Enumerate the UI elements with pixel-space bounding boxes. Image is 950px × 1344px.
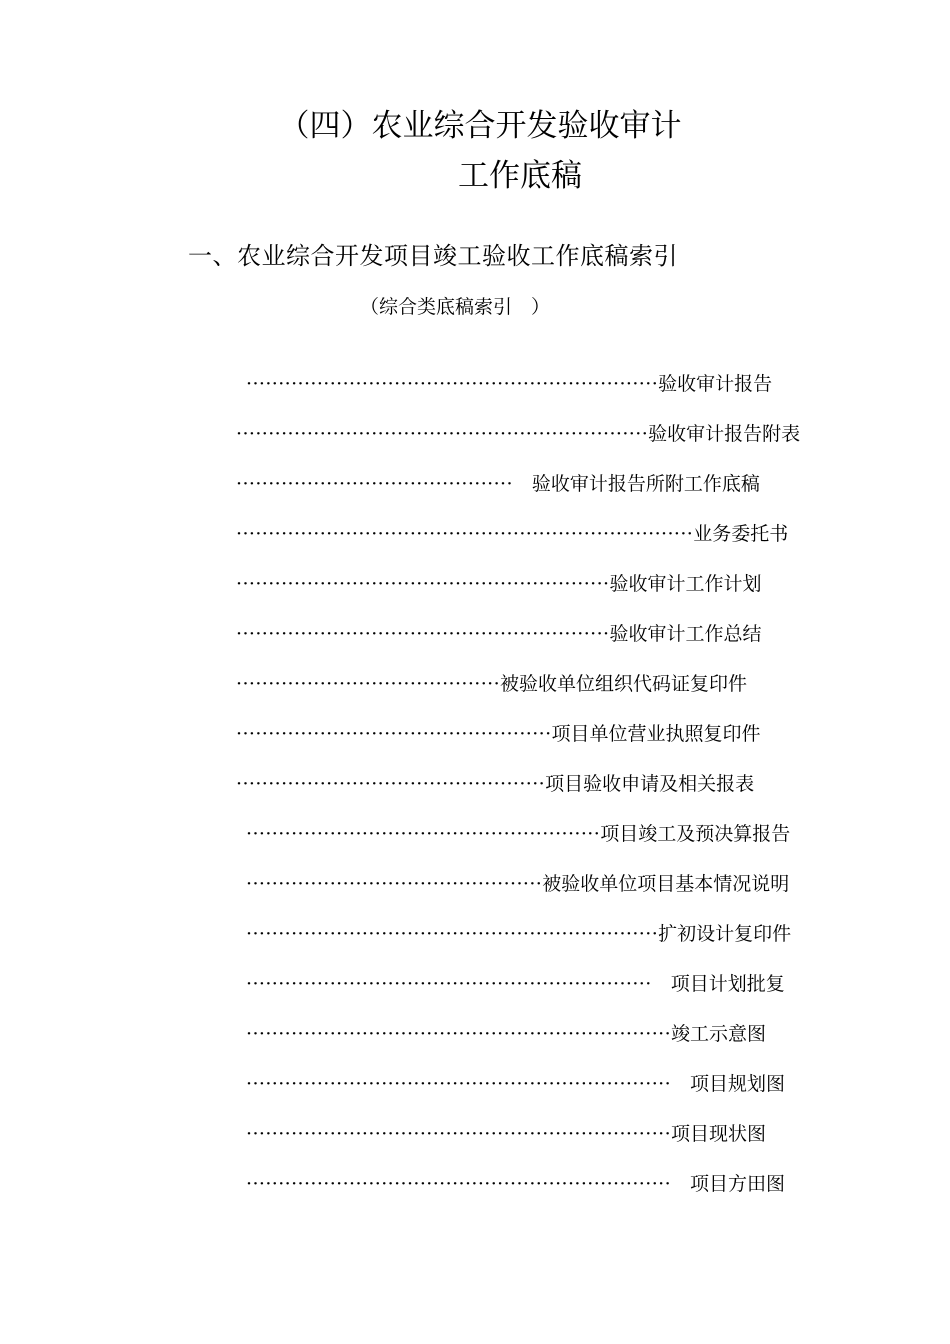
toc-leader-dots: ·································································· xyxy=(246,1023,672,1045)
toc-item xyxy=(246,1119,766,1149)
toc-item-label: 被验收单位项目基本情况说明 xyxy=(542,873,790,895)
toc-item xyxy=(236,669,747,699)
toc-item-label: 验收审计报告附表 xyxy=(648,423,801,445)
toc-item xyxy=(236,419,800,449)
toc-item xyxy=(246,819,790,849)
toc-leader-dots: ·························································· xyxy=(236,573,610,595)
toc-item-label: 项目单位营业执照复印件 xyxy=(551,723,761,745)
toc-leader-dots: ·································································· xyxy=(246,1173,672,1195)
toc-item-label: 业务委托书 xyxy=(693,523,789,545)
toc-item-label: 验收审计报告所附工作底稿 xyxy=(512,473,760,495)
toc-item xyxy=(246,1169,785,1199)
toc-item-label: 竣工示意图 xyxy=(671,1023,767,1045)
toc-leader-dots: ········································· xyxy=(236,673,501,695)
toc-item xyxy=(236,569,762,599)
toc-item xyxy=(246,1019,766,1049)
toc-item-label: 项目方田图 xyxy=(671,1173,786,1195)
page-title-line-2: 工作底稿 xyxy=(458,158,582,194)
toc-item-label: 项目竣工及预决算报告 xyxy=(600,823,791,845)
toc-leader-dots: ······················································· xyxy=(246,823,601,845)
toc-leader-dots: ················································· xyxy=(236,723,552,745)
toc-item-label: 被验收单位组织代码证复印件 xyxy=(500,673,748,695)
toc-item-label: 扩初设计复印件 xyxy=(658,923,792,945)
toc-item xyxy=(236,769,754,799)
toc-leader-dots: ·································································· xyxy=(246,1123,672,1145)
toc-leader-dots: ································································ xyxy=(246,923,659,945)
toc-item xyxy=(236,519,788,549)
toc-leader-dots: ·························································· xyxy=(236,623,610,645)
toc-item xyxy=(236,619,762,649)
section-subheading: （综合类底稿索引 ） xyxy=(360,296,551,318)
toc-leader-dots: ······································································· xyxy=(236,523,694,545)
section-heading: 一、农业综合开发项目竣工验收工作底稿索引 xyxy=(188,242,678,270)
toc-item-label: 项目计划批复 xyxy=(651,973,785,995)
toc-item xyxy=(246,969,785,999)
toc-leader-dots: ······························································· xyxy=(246,973,652,995)
toc-item xyxy=(246,1069,785,1099)
toc-leader-dots: ································································ xyxy=(236,423,649,445)
toc-item-label: 项目验收申请及相关报表 xyxy=(545,773,755,795)
toc-item-label: 验收审计工作总结 xyxy=(609,623,762,645)
toc-leader-dots: ·································································· xyxy=(246,1073,672,1095)
toc-item-label: 验收审计报告 xyxy=(658,373,773,395)
toc-item xyxy=(236,719,761,749)
toc-leader-dots: ··········································· xyxy=(236,473,513,495)
toc-item xyxy=(246,869,789,899)
toc-item xyxy=(246,919,791,949)
toc-leader-dots: ················································ xyxy=(236,773,546,795)
toc-item-label: 项目现状图 xyxy=(671,1123,767,1145)
toc-leader-dots: ·············································· xyxy=(246,873,543,895)
toc-leader-dots: ································································ xyxy=(246,373,659,395)
page-title-line-1: （四）农业综合开发验收审计 xyxy=(278,108,682,144)
toc-item xyxy=(246,369,772,399)
toc-item-label: 验收审计工作计划 xyxy=(609,573,762,595)
toc-item xyxy=(236,469,760,499)
toc-item-label: 项目规划图 xyxy=(671,1073,786,1095)
